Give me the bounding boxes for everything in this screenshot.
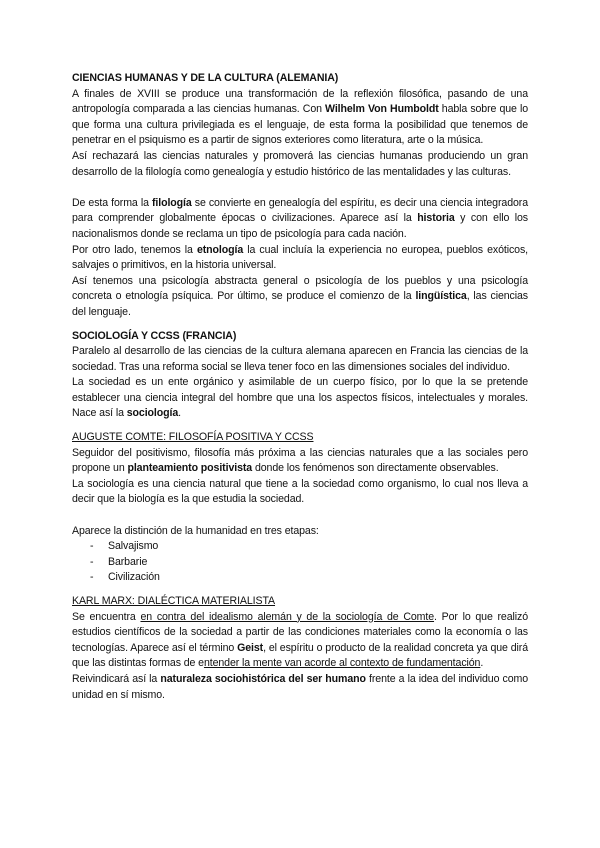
section-title-comte: AUGUSTE COMTE: FILOSOFÍA POSITIVA Y CCSS: [72, 431, 314, 444]
section-title-marx: KARL MARX: DIALÉCTICA MATERIALISTA: [72, 595, 276, 607]
bold-term: filología: [151, 196, 192, 209]
list-item: - Salvajismo: [90, 539, 528, 555]
underlined-phrase: ntender la mente van acorde al contexto de fundamentación: [203, 657, 481, 670]
bold-term: lingüística: [415, 290, 467, 303]
paragraph-sociedad: La sociedad es un ente orgánico y asimilable de un cuerpo físico, por lo que la se pretende establecer una ciencia integral del hombre que una los aspectos físicos, intelectuales y morales. Nace así la sociología.: [72, 376, 528, 420]
paragraph-marx: Se encuentra en contra del idealismo alemán y de la sociología de Comte. Por lo que realizó estudios científicos de la sociedad a partir de las condiciones materiales como la economía o las tecnologías. Aparece así el término Geist, el espíritu o producto de la realidad concreta ya que dirá que las distintas formas de entender la mente van acorde al contexto de fundamentación.: [72, 610, 528, 670]
paragraph-paralelo: Paralelo al desarrollo de las ciencias de la cultura alemana aparecen en Francia las ciencias de la sociedad. Tras una reforma social se lleva tener foco en las dimensiones sociales del individuo.: [72, 345, 528, 373]
stages-list: [72, 539, 528, 586]
paragraph-positivismo: Seguidor del positivismo, filosofía más próxima a las ciencias naturales que a las sociales pero propone un planteamiento positivista donde los fenómenos son directamente observables.: [72, 446, 528, 475]
paragraph-biologia: La sociología es una ciencia natural que tiene a la sociedad como organismo, lo cual nos lleva a decir que la biología es la que estudia la sociedad.: [72, 477, 528, 506]
paragraph-etapas: Aparece la distinción de la humanidad en tres etapas:: [72, 524, 319, 537]
bold-term: historia: [417, 212, 455, 225]
bold-term: etnología: [196, 243, 244, 256]
section-title-sociologia: SOCIOLOGÍA Y CCSS (FRANCIA): [72, 329, 237, 342]
underlined-phrase: en contra del idealismo alemán y de la sociología de Comte: [140, 610, 435, 623]
bold-term: sociología: [126, 407, 179, 420]
bold-term: naturaleza sociohistórica del ser humano: [160, 672, 366, 685]
paragraph-reivindicara: Reivindicará así la naturaleza sociohistórica del ser humano frente a la idea del individuo como unidad en sí mismo.: [72, 672, 529, 701]
paragraph-rechazo: Así rechazará las ciencias naturales y promoverá las ciencias humanas produciendo un gran desarrollo de la filología como genealogía y estudio histórico de las mentalidades y las culturas.: [72, 149, 528, 178]
list-item: - Barbarie: [90, 555, 528, 571]
paragraph-etnologia: Por otro lado, tenemos la etnología la cual incluía la experiencia no europea, pueblos exóticos, salvajes o primitivos, en la historia universal.: [72, 243, 528, 272]
paragraph-linguistica: Así tenemos una psicología abstracta general o psicología de los pueblos y una psicología concreta o etnología psíquica. Por último, se produce el comienzo de la lingüística, las ciencias del lenguaje.: [72, 274, 528, 318]
section-title-ciencias-humanas: CIENCIAS HUMANAS Y DE LA CULTURA (ALEMANIA): [72, 72, 339, 84]
bold-term: Geist: [237, 641, 264, 654]
bold-term: planteamiento positivista: [127, 462, 253, 475]
bold-term: Wilhelm Von Humboldt: [325, 103, 439, 116]
list-item: - Civilización: [90, 570, 528, 586]
paragraph-filologia: De esta forma la filología se convierte en genealogía del espíritu, es decir una ciencia integradora para comprender globalmente épocas o civilizaciones. Aparece así la historia y con ello los nacionalismos donde se reclama un tipo de psicología para cada nación.: [72, 196, 528, 240]
paragraph-humboldt: A finales de XVIII se produce una transformación de la reflexión filosófica, pasando de una antropología comparada a las ciencias humanas. Con Wilhelm Von Humboldt habla sobre que lo que forma una cultura privilegiada es el lenguaje, de esta forma la posibilidad que tenemos de penetrar en el psiquismo es a partir de signos exteriores como literatura, arte o la música.: [72, 87, 528, 147]
